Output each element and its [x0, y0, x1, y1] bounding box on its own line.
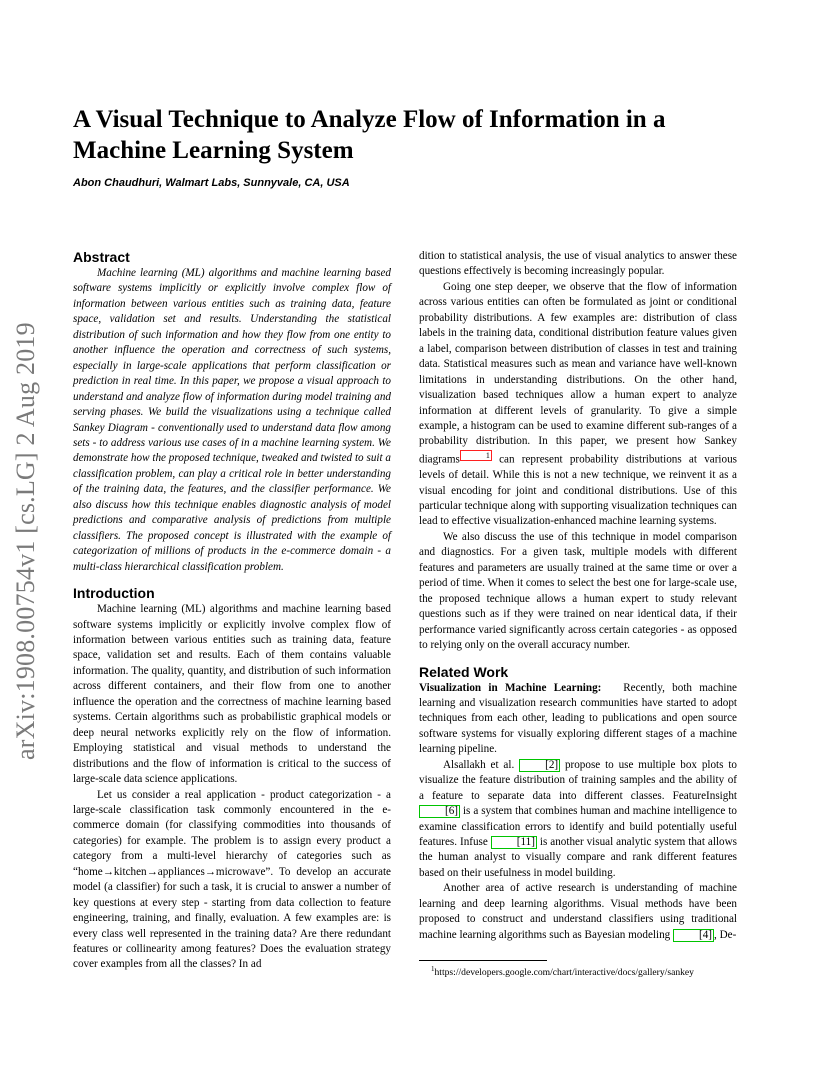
intro-paragraph-4: We also discuss the use of this technique in model comparison and diagnostics. For a given task, multiple models with different features and parameters are usually trained at the same time or over a period of time. When it comes to select the best one for large-scale use, the proposed technique allows a human expert to study relevant questions such as if they were trained on near identical data, if their performance varied significantly across certain categories - as opposed to relying only on the overall accuracy number.: [419, 530, 737, 652]
footnote-url[interactable]: https://developers.google.com/chart/interactive/docs/gallery/sankey: [434, 967, 694, 979]
intro-paragraph-2-continued: dition to statistical analysis, the use of visual analytics to answer these questions effectively is becoming increasingly popular.: [419, 250, 737, 278]
arxiv-watermark: [0, 0, 60, 1072]
runin-heading: Visualization in Machine Learning:: [419, 681, 602, 694]
intro-paragraph-1: Machine learning (ML) algorithms and machine learning based software systems implicitly or explicitly involve complex flow of information between various entities such as training data, feature space, validation set and results. Each of them contains valuable information. The quality, quantity, and distribution of such information across different containers, and their flow from one to another influence the operation and the correctness of machine learning based systems. Certain algorithms such as probabilistic graphical models or deep neural networks explicitly rely on the flow of information. Employing statistical and visual methods to understand the distributions and the flow of information is critical to the success of large-scale data science applications.: [73, 603, 391, 786]
related-paragraph-2: [419, 758, 737, 882]
citation-link-11[interactable]: [11]: [491, 836, 537, 849]
intro-paragraph-3: [419, 280, 737, 530]
arxiv-id: arXiv:1908.00754v1 [cs.LG] 2 Aug 2019: [11, 322, 40, 760]
related-p2-text-b: propose to use multiple box plots to visualize the feature distribution of training samples and the ability of a feature to separate data into different classes. FeatureInsight: [419, 758, 737, 802]
abstract-heading: Abstract: [73, 249, 130, 265]
paper-title: A Visual Technique to Analyze Flow of Information in a Machine Learning System: [73, 106, 666, 164]
related-work-heading: Related Work: [419, 663, 509, 680]
author-line: Abon Chaudhuri, Walmart Labs, Sunnyvale, CA, USA: [73, 177, 350, 189]
footnote-mark: 1: [431, 965, 435, 973]
right-column: [419, 249, 737, 943]
citation-link-6[interactable]: [6]: [419, 805, 460, 818]
citation-link-2[interactable]: [2]: [519, 759, 560, 772]
intro-p3-text-a: Going one step deeper, we observe that the flow of information across various entities can often be formulated as joint or conditional probability distributions. A few examples are: distribution of class labels in the training data, conditional distribution feature values given a label, comparison between distribution of classes in test and training data. Statistical measures such as mean and variance have well-known limitations in understanding distributions. On the other hand, visualization based techniques allow a human expert to analyze information at different levels of granularity. To give a simple example, a histogram can be used to examine different sub-ranges of a probability distribution. In this paper, we present how Sankey diagrams: [419, 280, 737, 466]
related-p2-text-a: Alsallakh et al.: [443, 758, 520, 771]
introduction-heading: Introduction: [73, 585, 155, 602]
footnote-rule: [419, 960, 547, 961]
related-p3-text-a: Another area of active research is understanding of machine learning and deep learning algorithms. Visual methods have been proposed to construct and understand classifiers using traditional machine learning algorithms such as Bayesian modeling: [419, 882, 737, 941]
footnote-link-1[interactable]: 1: [460, 450, 492, 461]
citation-link-4[interactable]: [4]: [673, 929, 714, 942]
abstract-text: Machine learning (ML) algorithms and machine learning based software systems implicitly or explicitly involve complex flow of information between various entities such as training data, feature space, validation set and results. Understanding the statistical distribution of such information and how they flow from one entity to another influence the operation and correctness of such systems, especially in large-scale applications that perform classification or prediction in real time. In this paper, we propose a visual approach to understand and analyze flow of information during model training and serving phases. We build the visualizations using a technique called Sankey Diagram - conventionally used to understand data flow among sets - to address various use cases of in a machine learning system. We demonstrate how the proposed technique, tweaked and twisted to suit a classification problem, can play a critical role in better understanding of the training data, the features, and the classifier performance. We also discuss how this technique enables diagnostic analysis of model predictions and comparative analysis of predictions from multiple classifiers. The proposed concept is illustrated with the example of categorization of millions of products in the e-commerce domain - a multi-class hierarchical classification problem.: [73, 267, 391, 573]
related-p3-text-b: , De-: [714, 928, 737, 941]
related-p2-text-c: is a system that combines human and machine intelligence to examine classification errors to identify and build potentially useful features. Infuse: [419, 805, 737, 849]
related-p1-text: Recently, both machine learning and visualization research communities have started to adopt techniques from each other, leading to publications and open source software systems for visually exploring different stages of a machine learning pipeline.: [419, 681, 737, 756]
footnote: [431, 963, 751, 979]
related-paragraph-1: [419, 681, 737, 758]
intro-p3-text-b: can represent probability distributions at various levels of detail. While this is not a new technique, we reinvent it as a visual encoding for joint and conditional distributions. Use of this particular technique along with supporting visualization techniques can lead to effective visualization-enhanced machine learning systems.: [419, 453, 737, 528]
left-column: [73, 248, 391, 973]
intro-paragraph-2: Let us consider a real application - product categorization - a large-scale classification task commonly encountered in the e-commerce domain (for classifying commodities into thousands of categories) for example. The problem is to assign every product a category from a multi-level hierarchy of categories such as “home→kitchen→appliances→microwave”. To develop an accurate model (a classifier) for such a task, it is crucial to answer a number of key questions at every step - starting from data collection to feature engineering, training, and finally, evaluation. A few examples are: is every class well represented in the training data? Are there redundant features or collinearity among features? Does the evaluation strategy cover examples from all the classes? In ad: [73, 788, 391, 971]
related-paragraph-3: [419, 881, 737, 943]
related-p2-text-d: is another visual analytic system that allows the human analyst to visually compare and rank different features based on their usefulness in model building.: [419, 836, 737, 879]
